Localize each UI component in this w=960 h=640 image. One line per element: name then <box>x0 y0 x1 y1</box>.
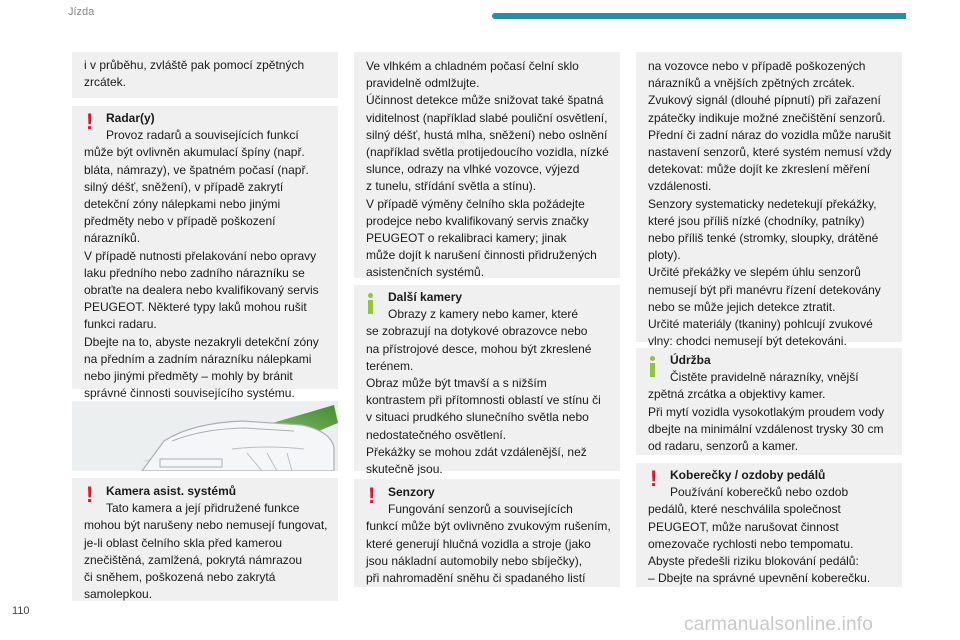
camera-first-line: Tato kamera a její přidružené funkce <box>106 501 300 516</box>
radar-first-line: Provoz radarů a souvisejících funkcí <box>106 128 299 143</box>
page-number: 110 <box>12 605 30 617</box>
radar-body: může být ovlivněn akumulací špíny (např. bláta, námrazy), ve špatném počasí (např. silný déšť, sněžení), v případě zakrytí detekční zóny nálepkami nebo jinými předměty nebo v případě poškození nárazníků. V případě nutnosti přelakování nebo opravy laku předního nebo zadního nárazníku se obraťte na dealera nebo kvalifikovaný servis PEUGEOT. Některé typy laků mohou rušit funkci radaru. Dbejte na to, abyste nezakryli detekční zóny na předním a zadním nárazníku nálepkami nebo jinými předměty – mohly by bránit správné činnosti souvisejícího systému. <box>84 145 319 401</box>
warning-icon: ! <box>86 109 94 134</box>
info-icon <box>650 356 656 377</box>
mats-title: Koberečky / ozdoby pedálů <box>670 468 826 482</box>
sensors-first-line: Fungování senzorů a souvisejících <box>388 502 573 517</box>
header-accent-bar <box>492 13 906 19</box>
sensors-warning-box <box>354 479 620 587</box>
cameras-body: se zobrazují na dotykové obrazovce nebo na přístrojové desce, mohou být zkreslené terénem. Obraz může být tmavší a s nižším kontrastem při přítomnosti oblastí ve stínu či v situaci prudkého slunečního světla nebo nedostatečného osvětlení. Překážky se mohou zdát vzdálenější, než skutečně jsou. <box>366 324 601 477</box>
cameras-title: Další kamery <box>388 290 463 304</box>
info-icon <box>368 293 374 314</box>
camera-body: mohou být narušeny nebo nemusejí fungovat, je-li oblast čelního skla před kamerou znečištěná, zamlžená, pokrytá námrazou či sněhem, poškozená nebo zakrytá samolepkou. <box>84 518 328 602</box>
maintenance-title: Údržba <box>670 353 711 367</box>
maintenance-info-box <box>636 348 902 455</box>
radar-title: Radar(y) <box>106 111 155 125</box>
col3-continuation-text: na vozovce nebo v případě poškozených nárazníků a vnějších zpětných zrcátek. Zvukový signál (dlouhé pípnutí) při zařazení zpátečky indikuje možné znečištění senzorů. Přední či zadní náraz do vozidla může narušit nastavení senzorů, které systém nemusí vždy detekovat: může dojít ke zkreslení měření vzdálenosti. Senzory systematicky nedetekují překážky, které jsou příliš nízké (chodníky, patníky) nebo příliš tenké (stromky, sloupky, drátěné ploty). Určité překážky ve slepém úhlu senzorů nemusejí být při manévru řízení detekovány nebo se může jejich detekce ztratit. Určité materiály (tkaniny) pohlcují zvukové vlny: chodci nemusejí být detekováni. <box>648 59 892 349</box>
maintenance-first-line: Čistěte pravidelně nárazníky, vnější <box>670 370 859 385</box>
warning-icon: ! <box>650 466 658 491</box>
watermark: carmanualsonline.info <box>684 614 874 635</box>
sensors-body: funkcí může být ovlivněno zvukovým rušením, které generují hlučná vozidla a stroje (jako jsou nákladní automobily nebo sbíječky), při nahromadění sněhu či spadaného listí <box>366 519 611 586</box>
mats-first-line: Používání koberečků nebo ozdob <box>670 485 849 500</box>
sensors-title: Senzory <box>388 485 435 499</box>
warning-icon: ! <box>368 483 376 508</box>
col3-continuation-box <box>636 52 902 349</box>
maintenance-body: zpětná zrcátka a objektivy kamer. Při mytí vozidla vysokotlakým proudem vody dbejte na minimální vzdálenost trysky 30 cm od radaru, senzorů a kamer. <box>648 387 885 454</box>
header-section-title: Jízda <box>68 6 95 18</box>
col2-continuation-box <box>354 52 620 278</box>
mats-body: pedálů, které neschválila společnost PEUGEOT, může narušovat činnost omezovače rychlosti nebo tempomatu. Abyste předešli riziku blokování pedálů: – Dbejte na správné upevnění koberečku. <box>648 502 871 586</box>
warning-icon: ! <box>86 482 94 507</box>
col1-continuation-text: i v průběhu, zvláště pak pomocí zpětných zrcátek. <box>84 58 305 90</box>
radar-warning-box <box>72 106 338 401</box>
camera-title: Kamera asist. systémů <box>106 484 237 498</box>
col2-continuation-text: Ve vlhkém a chladném počasí čelní sklo pravidelně odmlžujte. Účinnost detekce může snižovat také špatná viditelnost (například slabé pouliční osvětlení, silný déšť, hustá mlha, sněžení) nebo oslnění (například světla protijedoucího vozidla, nízké slunce, odrazy na vlhké vozovce, výjezd z tunelu, střídání světla a stínu). V případě výměny čelního skla požádejte prodejce nebo kvalifikovaný servis značky PEUGEOT o rekalibraci kamery; jinak může dojít k narušení činnosti přidružených asistenčních systémů. <box>366 59 609 280</box>
cameras-first-line: Obrazy z kamery nebo kamer, které <box>388 307 579 322</box>
mats-warning-box <box>636 463 902 587</box>
cameras-info-box <box>354 285 620 477</box>
col1-continuation-box <box>72 52 338 98</box>
car-camera-illustration <box>72 401 338 471</box>
camera-warning-box <box>72 478 338 601</box>
